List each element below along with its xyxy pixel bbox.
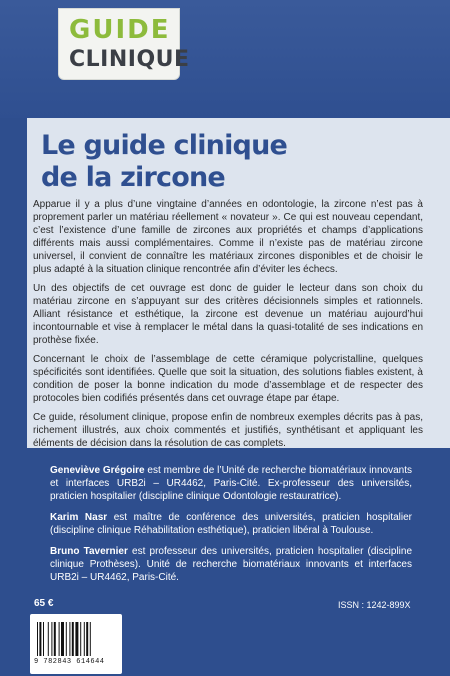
barcode [30, 614, 122, 674]
author-name: Karim Nasr [50, 512, 108, 523]
author-bio-text: est professeur des universités, praticien hospitalier (discipline clinique Prothèses). Unité de recherche biomatériaux innovants et interfaces URB2i – UR4462, Paris-Cité. [50, 546, 413, 583]
barcode-bar [61, 622, 64, 656]
series-logo [58, 8, 190, 80]
barcode-bar [69, 622, 70, 656]
barcode-bar [48, 622, 49, 656]
author-bios [50, 464, 412, 592]
author-bio [50, 545, 412, 584]
author-name: Bruno Tavernier [50, 546, 128, 557]
barcode-bar [72, 622, 74, 656]
barcode-bar [43, 622, 44, 656]
barcode-bar [51, 622, 52, 656]
barcode-bar [75, 622, 78, 656]
book-title [41, 130, 287, 194]
price-label: 65 € [34, 598, 54, 609]
author-bio-text: est membre de l’Unité de recherche biomatériaux innovants et interfaces URB2i – UR4462, Paris-Cité. Ex-professeur des universités, praticien hospitalier (discipline clinique Odontologie restauratrice). [50, 465, 412, 502]
barcode-bars [36, 622, 116, 656]
barcode-bar [37, 622, 38, 656]
barcode-bar [54, 622, 56, 656]
author-bio [50, 464, 412, 503]
barcode-bar [90, 622, 91, 656]
author-bio [50, 511, 412, 537]
description [33, 198, 423, 456]
description-paragraph: Apparue il y a plus d’une vingtaine d’années en odontologie, la zircone n’est pas à proprement parler un matériau réellement « novateur ». Ce qui est nouveau cependant, c’est l’existence d’une famille de zircones aux propriétés et champs d’applications différents mais aussi complémentaires. Comme il n’existe pas de matériau zircone universel, il convient de connaître les matériaux zircones disponibles et de choisir le plus adapté à la situation clinique rencontrée afin d’éviter les échecs. [33, 199, 423, 275]
barcode-bar [66, 622, 67, 656]
issn-label: ISSN : 1242-899X [338, 600, 411, 610]
content-panel [27, 118, 450, 448]
description-paragraph: Concernant le choix de l’assemblage de cette céramique polycristalline, quelques spécificités sont identifiées. Quelle que soit la situation, des solutions fiables existent, à condition de poser la bonne indication du mode d’assemblage et de respecter des protocoles bien codifiés présentés dans cet ouvrage étape par étape. [33, 354, 423, 404]
barcode-number: 9 782843 614644 [34, 658, 105, 666]
description-paragraph: Ce guide, résolument clinique, propose enfin de nombreux exemples décrits pas à pas, richement illustrés, aux choix commentés et justifiés, synthétisant et appliquant les éléments de décision dans la résolution de cas complets. [33, 412, 423, 449]
book-title-line-2: de la zircone [41, 162, 225, 193]
author-name: Geneviève Grégoire [50, 465, 145, 476]
description-paragraph: Un des objectifs de cet ouvrage est donc de guider le lecteur dans son choix du matériau zircone en s’appuyant sur des critères décisionnels simples et rationnels. Alliant résistance et esthétique, la zircone est devenue un matériau aujourd’hui incontournable et vise à remplacer le métal dans la quasi-totalité de ses indications en prothèse fixée. [33, 283, 423, 346]
barcode-bar [84, 622, 85, 656]
barcode-bar [59, 622, 60, 656]
barcode-bar [86, 622, 88, 656]
barcode-bar [39, 622, 41, 656]
author-bio-text: est maître de conférence des universités, praticien hospitalier (discipline clinique Réhabilitation esthétique), praticien libéral à Toulouse. [50, 512, 413, 536]
logo-guide-text: GUIDE [69, 15, 171, 45]
book-title-line-1: Le guide clinique [41, 130, 288, 161]
barcode-bar [80, 622, 81, 656]
logo-clinique-text: CLINIQUE [69, 47, 190, 72]
